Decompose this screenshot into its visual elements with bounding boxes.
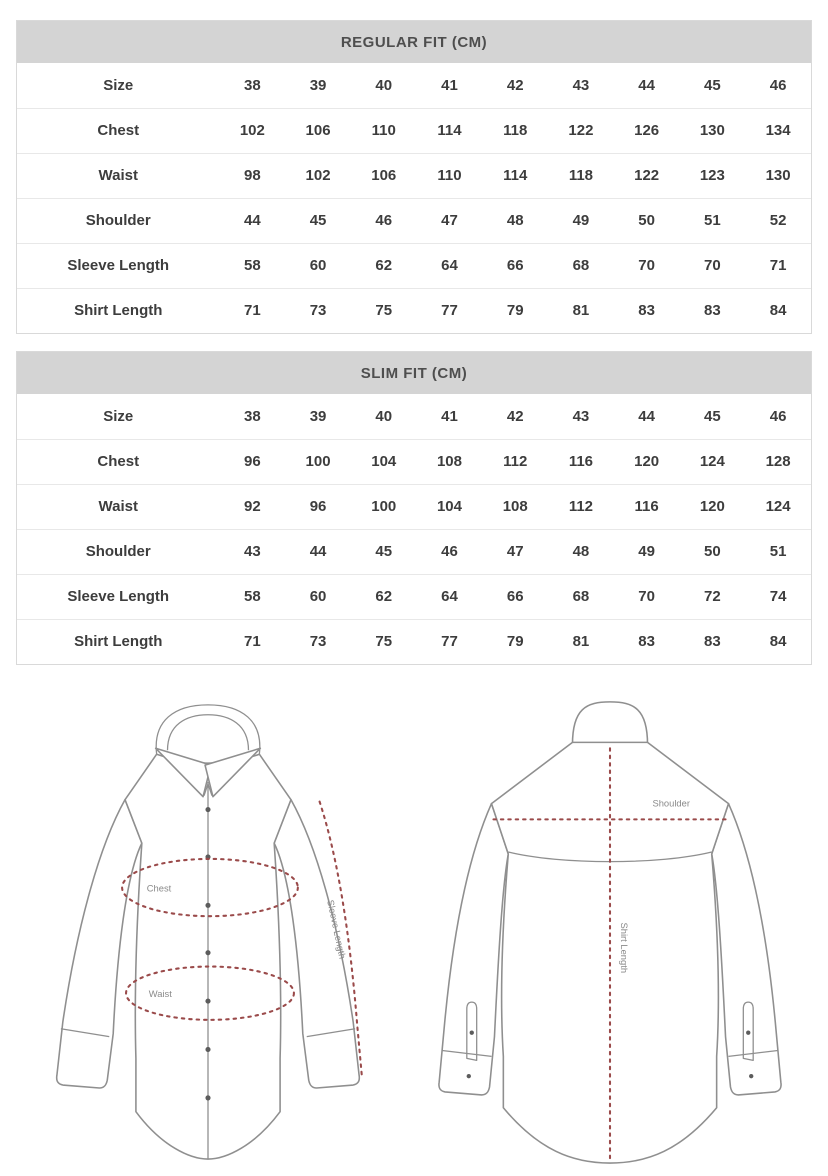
cell-value: 77 [417,619,483,664]
row-label: Shoulder [17,198,219,243]
cell-value: 70 [614,243,680,288]
cell-value: 123 [680,153,746,198]
row-label: Waist [17,484,219,529]
cell-value: 96 [219,439,285,484]
back-right-placket-button [746,1031,750,1035]
cell-value: 60 [285,574,351,619]
cell-value: 83 [680,619,746,664]
cell-value: 66 [482,574,548,619]
cell-value: 81 [548,288,614,333]
cell-value: 64 [417,574,483,619]
cell-value: 96 [285,484,351,529]
cell-value: 46 [769,76,787,94]
cell-value: 114 [417,108,483,153]
cell-value: 112 [482,439,548,484]
cell-value: 100 [351,484,417,529]
cell-value: 110 [417,153,483,198]
shoulder-label: Shoulder [652,798,690,809]
shirt-diagrams [16,693,812,1167]
cell-value: 75 [351,619,417,664]
cell-value: 49 [614,529,680,574]
cell-value: 77 [417,288,483,333]
back-collar [572,702,647,744]
row-label: Chest [17,108,219,153]
table-title: SLIM FIT (CM) [360,364,468,382]
cell-value: 100 [285,439,351,484]
cell-value: 45 [285,198,351,243]
cell-value: 70 [680,243,746,288]
cell-value: 130 [745,153,811,198]
cell-value: 38 [243,76,261,94]
cell-value: 46 [417,529,483,574]
cell-value: 51 [680,198,746,243]
table-row [17,108,811,153]
cell-value: 81 [548,619,614,664]
cell-value: 62 [351,243,417,288]
cell-value: 126 [614,108,680,153]
cell-value: 122 [614,153,680,198]
cell-value: 130 [680,108,746,153]
cell-value: 108 [482,484,548,529]
cell-value: 44 [285,529,351,574]
cell-value: 39 [309,76,327,94]
cell-value: 49 [548,198,614,243]
cell-value: 46 [769,407,787,425]
cell-value: 106 [285,108,351,153]
cell-value: 98 [219,153,285,198]
cell-value: 42 [506,76,524,94]
front-shirt-diagram [30,693,386,1167]
back-shirt-diagram [422,693,798,1167]
size-table-grid [17,394,811,664]
cell-value: 104 [417,484,483,529]
row-label: Chest [17,439,219,484]
size-table-grid [17,63,811,333]
row-label: Sleeve Length [17,243,219,288]
back-left-cuff-button [467,1074,471,1078]
table-body [17,63,811,333]
cell-value: 79 [482,619,548,664]
cell-value: 102 [285,153,351,198]
row-label: Size [103,407,134,425]
table-row [17,243,811,288]
row-label: Sleeve Length [17,574,219,619]
cell-value: 50 [680,529,746,574]
cell-value: 71 [219,619,285,664]
table-row [17,529,811,574]
table-row [17,394,811,439]
front-collar-inner [168,715,249,751]
cell-value: 41 [441,76,458,94]
cell-value: 134 [745,108,811,153]
cell-value: 122 [548,108,614,153]
cell-value: 120 [680,484,746,529]
cell-value: 68 [548,243,614,288]
table-row [17,198,811,243]
cell-value: 44 [638,76,655,94]
table-row [17,63,811,108]
cell-value: 116 [548,439,614,484]
row-label: Shirt Length [17,619,219,664]
cell-value: 104 [351,439,417,484]
cell-value: 47 [482,529,548,574]
cell-value: 39 [309,407,327,425]
cell-value: 62 [351,574,417,619]
cell-value: 83 [614,619,680,664]
table-row [17,288,811,333]
cell-value: 38 [243,407,261,425]
row-label: Size [103,76,134,94]
back-right-cuff-button [749,1074,753,1078]
cell-value: 45 [704,76,721,94]
cell-value: 46 [351,198,417,243]
cell-value: 64 [417,243,483,288]
cell-value: 45 [351,529,417,574]
cell-value: 60 [285,243,351,288]
cell-value: 50 [614,198,680,243]
regular-fit-table [16,20,812,334]
cell-value: 118 [482,108,548,153]
back-body [492,742,729,1163]
cell-value: 83 [614,288,680,333]
cell-value: 92 [219,484,285,529]
cell-value: 41 [441,407,458,425]
cell-value: 48 [548,529,614,574]
table-row [17,484,811,529]
cell-value: 106 [351,153,417,198]
table-row [17,619,811,664]
cell-value: 75 [351,288,417,333]
cell-value: 51 [745,529,811,574]
sleeve-length-label: Sleeve Length [325,899,348,960]
table-header [17,21,811,63]
cell-value: 47 [417,198,483,243]
chest-label: Chest [146,883,172,894]
cell-value: 124 [680,439,746,484]
cell-value: 40 [375,76,393,94]
cell-value: 44 [638,407,655,425]
row-label: Shoulder [17,529,219,574]
cell-value: 40 [375,407,393,425]
table-header [17,352,811,394]
cell-value: 66 [482,243,548,288]
cell-value: 120 [614,439,680,484]
table-title: REGULAR FIT (CM) [340,33,488,51]
row-label: Waist [17,153,219,198]
cell-value: 110 [351,108,417,153]
cell-value: 73 [285,619,351,664]
cell-value: 102 [219,108,285,153]
cell-value: 43 [219,529,285,574]
cell-value: 70 [614,574,680,619]
cell-value: 42 [506,407,524,425]
cell-value: 116 [614,484,680,529]
cell-value: 71 [219,288,285,333]
cell-value: 108 [417,439,483,484]
table-row [17,574,811,619]
cell-value: 58 [219,574,285,619]
cell-value: 45 [704,407,721,425]
shirt-length-label: Shirt Length [618,922,629,974]
cell-value: 128 [745,439,811,484]
cell-value: 124 [745,484,811,529]
cell-value: 84 [745,619,811,664]
front-left-sleeve [57,800,142,1088]
cell-value: 79 [482,288,548,333]
cell-value: 112 [548,484,614,529]
table-row [17,153,811,198]
table-body [17,394,811,664]
waist-label: Waist [148,989,172,1000]
cell-value: 74 [745,574,811,619]
cell-value: 58 [219,243,285,288]
row-label: Shirt Length [17,288,219,333]
cell-value: 114 [482,153,548,198]
cell-value: 68 [548,574,614,619]
front-right-sleeve [274,800,359,1088]
cell-value: 43 [572,76,590,94]
cell-value: 118 [548,153,614,198]
front-collar-band [156,705,260,754]
cell-value: 43 [572,407,590,425]
cell-value: 52 [745,198,811,243]
cell-value: 72 [680,574,746,619]
slim-fit-table [16,351,812,665]
cell-value: 44 [219,198,285,243]
cell-value: 73 [285,288,351,333]
table-row [17,439,811,484]
cell-value: 83 [680,288,746,333]
cell-value: 71 [745,243,811,288]
back-left-placket-button [470,1031,474,1035]
cell-value: 84 [745,288,811,333]
cell-value: 48 [482,198,548,243]
